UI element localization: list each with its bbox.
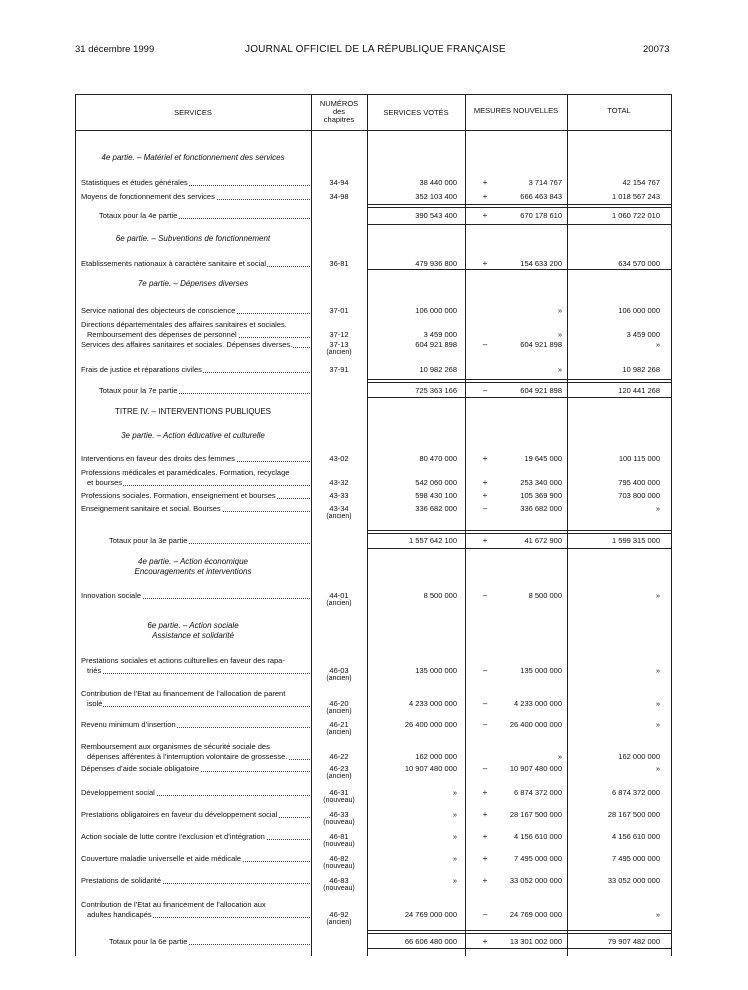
total-value: 7 495 000 000 xyxy=(612,854,660,863)
services-votes-value: 135 000 000 xyxy=(415,666,457,675)
chapter-status: (nouveau) xyxy=(323,841,355,848)
mesures-nouvelles-value: 41 672 900 xyxy=(524,536,562,545)
chapter-number: 46-33 xyxy=(329,810,349,819)
budget-table xyxy=(75,94,672,956)
chapter-number: 46-92 xyxy=(329,910,349,919)
total-value: 106 000 000 xyxy=(618,306,660,315)
chapter-number: 46-82 xyxy=(329,854,349,863)
mesures-sign: – xyxy=(482,910,488,919)
chapter-status: (ancien) xyxy=(326,773,352,780)
row-label xyxy=(81,788,311,797)
total-value: 42 154 767 xyxy=(622,178,660,187)
row-label-text: et bourses xyxy=(87,478,123,487)
row-label xyxy=(81,591,311,600)
services-votes-value: 80 470 000 xyxy=(419,454,457,463)
mesures-sign: + xyxy=(482,259,488,268)
chapter-status: (ancien) xyxy=(326,708,352,715)
mesures-nouvelles-value: 604 921 898 xyxy=(520,340,562,349)
mesures-sign: + xyxy=(482,832,488,841)
mesures-sign: + xyxy=(482,192,488,201)
section-heading: 7e partie. – Dépenses diverses xyxy=(137,279,249,288)
mesures-nouvelles-value: » xyxy=(557,330,562,339)
row-label-text: triés xyxy=(87,666,102,675)
mesures-sign: – xyxy=(482,699,488,708)
row-label-text: Statistiques et études générales xyxy=(81,178,188,187)
row-label xyxy=(81,259,311,268)
row-label xyxy=(87,666,311,675)
header-page-number: 20073 xyxy=(643,44,670,55)
chapter-number: 34-98 xyxy=(329,192,349,201)
row-label-text: Totaux pour la 4e partie xyxy=(99,211,178,220)
row-label xyxy=(81,504,311,513)
mesures-nouvelles-value: » xyxy=(557,752,562,761)
total-value: 703 800 000 xyxy=(618,491,660,500)
mesures-sign: + xyxy=(482,854,488,863)
mesures-nouvelles-value: 7 495 000 000 xyxy=(514,854,562,863)
services-votes-value: 106 000 000 xyxy=(415,306,457,315)
row-label xyxy=(87,752,311,761)
mesures-nouvelles-value: 8 500 000 xyxy=(528,591,562,600)
header-date: 31 décembre 1999 xyxy=(75,44,155,55)
row-label-text: Services des affaires sanitaires et sociales. Dépenses diverses. xyxy=(81,340,293,349)
mesures-sign: + xyxy=(482,876,488,885)
mesures-sign: + xyxy=(482,536,488,545)
row-label-text: Développement social xyxy=(81,788,155,797)
mesures-sign: – xyxy=(482,666,488,675)
chapter-number: 46-21 xyxy=(329,720,349,729)
mesures-sign: – xyxy=(482,340,488,349)
row-label xyxy=(81,178,311,187)
mesures-nouvelles-value: 10 907 480 000 xyxy=(509,764,562,773)
row-label-text: isolé xyxy=(87,699,103,708)
chapter-number: 43-32 xyxy=(329,478,349,487)
services-votes-value: » xyxy=(452,810,457,819)
chapter-number: 37-01 xyxy=(329,306,349,315)
row-label xyxy=(81,454,311,463)
row-label-text: Interventions en faveur des droits des femmes xyxy=(81,454,235,463)
services-votes-value: 4 233 000 000 xyxy=(409,699,457,708)
mesures-sign: + xyxy=(482,478,488,487)
row-label-text: Frais de justice et réparations civiles xyxy=(81,365,202,374)
services-votes-value: 10 907 480 000 xyxy=(404,764,457,773)
row-label xyxy=(81,876,311,885)
row-label-text: Remboursement des dépenses de personnel xyxy=(87,330,237,339)
total-value: 4 156 610 000 xyxy=(612,832,660,841)
chapter-status: (ancien) xyxy=(326,600,352,607)
chapter-number: 37-91 xyxy=(329,365,349,374)
row-label xyxy=(87,330,311,339)
chapter-number: 43-33 xyxy=(329,491,349,500)
mesures-sign: + xyxy=(482,788,488,797)
mesures-sign: + xyxy=(482,178,488,187)
services-votes-value: 479 936 800 xyxy=(415,259,457,268)
chapter-number: 34-94 xyxy=(329,178,349,187)
chapter-number: 43-34 xyxy=(329,504,349,513)
total-value: » xyxy=(655,910,660,919)
mesures-nouvelles-value: 336 682 000 xyxy=(520,504,562,513)
chapter-number: 46-03 xyxy=(329,666,349,675)
row-label: Prestations sociales et actions culturelles en faveur des rapa- xyxy=(81,656,285,665)
total-value: » xyxy=(655,720,660,729)
row-label-text: Service national des objecteurs de conscience xyxy=(81,306,236,315)
services-votes-value: » xyxy=(452,832,457,841)
mesures-nouvelles-value: 28 167 500 000 xyxy=(509,810,562,819)
total-value: 28 167 500 000 xyxy=(607,810,660,819)
mesures-nouvelles-value: » xyxy=(557,365,562,374)
chapter-status: (ancien) xyxy=(326,675,352,682)
chapter-number: 46-81 xyxy=(329,832,349,841)
section-heading: 6e partie. – Subventions de fonctionnement xyxy=(115,234,271,243)
mesures-nouvelles-value: 154 633 200 xyxy=(520,259,562,268)
total-row-label xyxy=(109,937,311,946)
mesures-nouvelles-value: 135 000 000 xyxy=(520,666,562,675)
services-votes-value: 542 060 000 xyxy=(415,478,457,487)
row-label: Contribution de l’Etat au financement de l’allocation de parent xyxy=(81,689,286,698)
section-heading: 3e partie. – Action éducative et culturelle xyxy=(121,431,265,440)
total-value: 795 400 000 xyxy=(618,478,660,487)
row-label-text: Etablissements nationaux à caractère sanitaire et social xyxy=(81,259,267,268)
total-value: 79 907 482 000 xyxy=(607,937,660,946)
mesures-nouvelles-value: 24 769 000 000 xyxy=(509,910,562,919)
row-label: Contribution de l’Etat au financement de l’allocation aux xyxy=(81,900,266,909)
total-value: 10 982 268 xyxy=(622,365,660,374)
chapter-number: 44-01 xyxy=(329,591,349,600)
row-label-text: Revenu minimum d’insertion xyxy=(81,720,176,729)
total-value: 3 459 000 xyxy=(626,330,660,339)
mesures-sign: + xyxy=(482,937,488,946)
row-label: Remboursement aux organismes de sécurité sociale des xyxy=(81,742,270,751)
row-label-text: dépenses afférentes à l’interruption volontaire de grossesse. xyxy=(87,752,288,761)
mesures-nouvelles-value: 253 340 000 xyxy=(520,478,562,487)
total-value: 100 115 000 xyxy=(618,454,660,463)
services-votes-value: 336 682 000 xyxy=(415,504,457,513)
chapter-number: 46-23 xyxy=(329,764,349,773)
services-votes-value: 38 440 000 xyxy=(419,178,457,187)
services-votes-value: » xyxy=(452,876,457,885)
services-votes-value: 352 103 400 xyxy=(415,192,457,201)
total-row-label xyxy=(99,211,311,220)
total-value: 120 441 268 xyxy=(618,386,660,395)
mesures-sign: – xyxy=(482,386,488,395)
row-label xyxy=(81,810,311,819)
row-label-text: Professions sociales. Formation, enseignement et bourses xyxy=(81,491,276,500)
section-heading: 4e partie. – Action économique xyxy=(138,557,248,566)
services-votes-value: 1 557 642 100 xyxy=(409,536,457,545)
chapter-status: (ancien) xyxy=(326,919,352,926)
row-label: Directions départementales des affaires sanitaires et sociales. xyxy=(81,320,287,329)
row-label-text: Moyens de fonctionnement des services xyxy=(81,192,215,201)
chapter-status: (nouveau) xyxy=(323,819,355,826)
row-label-text: Totaux pour la 6e partie xyxy=(109,937,188,946)
services-votes-value: 725 363 166 xyxy=(415,386,457,395)
mesures-nouvelles-value: 4 233 000 000 xyxy=(514,699,562,708)
mesures-nouvelles-value: 26 400 000 000 xyxy=(509,720,562,729)
row-label-text: Prestations obligatoires en faveur du développement social xyxy=(81,810,278,819)
services-votes-value: 26 400 000 000 xyxy=(404,720,457,729)
row-label xyxy=(81,832,311,841)
mesures-nouvelles-value: » xyxy=(557,306,562,315)
chapter-status: (nouveau) xyxy=(323,885,355,892)
col-header-total: TOTAL xyxy=(607,106,631,115)
mesures-nouvelles-value: 19 645 000 xyxy=(524,454,562,463)
header-title: JOURNAL OFFICIEL DE LA RÉPUBLIQUE FRANÇAISE xyxy=(245,44,506,55)
services-votes-value: 3 459 000 xyxy=(423,330,457,339)
row-label xyxy=(81,192,311,201)
row-label xyxy=(87,699,311,708)
section-heading: Assistance et solidarité xyxy=(152,631,234,640)
mesures-sign: – xyxy=(482,720,488,729)
services-votes-value: 24 769 000 000 xyxy=(404,910,457,919)
row-label xyxy=(81,720,311,729)
section-heading: TITRE IV. – INTERVENTIONS PUBLIQUES xyxy=(114,407,272,416)
row-label xyxy=(81,764,311,773)
total-value: » xyxy=(655,666,660,675)
row-label-text: Totaux pour la 7e partie xyxy=(99,386,178,395)
chapter-number: 36-81 xyxy=(329,259,349,268)
col-header-services: SERVICES xyxy=(174,108,212,117)
total-value: 1 599 315 000 xyxy=(612,536,660,545)
mesures-sign: + xyxy=(482,454,488,463)
section-heading: Encouragements et interventions xyxy=(134,567,252,576)
mesures-nouvelles-value: 13 301 002 000 xyxy=(509,937,562,946)
chapter-number: 46-22 xyxy=(329,752,349,761)
row-label-text: adultes handicapés xyxy=(87,910,152,919)
section-heading: 6e partie. – Action sociale xyxy=(147,621,239,630)
row-label-text: Innovation sociale xyxy=(81,591,142,600)
total-value: » xyxy=(655,340,660,349)
mesures-sign: + xyxy=(482,491,488,500)
services-votes-value: » xyxy=(452,854,457,863)
row-label-text: Enseignement sanitaire et social. Bourses xyxy=(81,504,221,513)
services-votes-value: 598 430 100 xyxy=(415,491,457,500)
mesures-nouvelles-value: 105 369 900 xyxy=(520,491,562,500)
mesures-nouvelles-value: 3 714 767 xyxy=(528,178,562,187)
chapter-status: (ancien) xyxy=(326,513,352,520)
col-header-services-votes: SERVICES VOTÉS xyxy=(383,108,449,117)
total-value: 634 570 000 xyxy=(618,259,660,268)
mesures-sign: – xyxy=(482,764,488,773)
row-label-text: Totaux pour la 3e partie xyxy=(109,536,188,545)
chapter-status: (nouveau) xyxy=(323,863,355,870)
mesures-nouvelles-value: 604 921 898 xyxy=(520,386,562,395)
total-value: 33 052 000 000 xyxy=(607,876,660,885)
total-value: » xyxy=(655,504,660,513)
services-votes-value: » xyxy=(452,788,457,797)
total-row-label xyxy=(109,536,311,545)
row-label-text: Dépenses d’aide sociale obligatoire xyxy=(81,764,199,773)
row-label xyxy=(81,340,311,349)
mesures-sign: – xyxy=(482,591,488,600)
chapter-status: (ancien) xyxy=(326,349,352,356)
total-value: 162 000 000 xyxy=(618,752,660,761)
total-value: 6 874 372 000 xyxy=(612,788,660,797)
row-label-text: Couverture maladie universelle et aide médicale xyxy=(81,854,242,863)
row-label xyxy=(81,365,311,374)
mesures-nouvelles-value: 4 156 610 000 xyxy=(514,832,562,841)
row-label: Professions médicales et paramédicales. Formation, recyclage xyxy=(81,468,290,477)
total-value: » xyxy=(655,764,660,773)
mesures-sign: – xyxy=(482,504,488,513)
services-votes-value: 604 921 898 xyxy=(415,340,457,349)
total-value: 1 060 722 010 xyxy=(612,211,660,220)
chapter-number: 46-31 xyxy=(329,788,349,797)
mesures-sign: + xyxy=(482,810,488,819)
chapter-number: 46-83 xyxy=(329,876,349,885)
row-label xyxy=(81,491,311,500)
services-votes-value: 66 606 480 000 xyxy=(404,937,457,946)
chapter-number: 46-20 xyxy=(329,699,349,708)
col-header-numeros: NUMÉROS des chapitres xyxy=(319,99,359,124)
total-row-label xyxy=(99,386,311,395)
services-votes-value: 390 543 400 xyxy=(415,211,457,220)
mesures-nouvelles-value: 666 463 843 xyxy=(520,192,562,201)
chapter-number: 43-02 xyxy=(329,454,349,463)
row-label xyxy=(87,478,311,487)
mesures-nouvelles-value: 6 874 372 000 xyxy=(514,788,562,797)
total-value: 1 018 567 243 xyxy=(612,192,660,201)
row-label xyxy=(81,854,311,863)
chapter-status: (ancien) xyxy=(326,729,352,736)
section-heading: 4e partie. – Matériel et fonctionnement des services xyxy=(101,153,285,162)
services-votes-value: 162 000 000 xyxy=(415,752,457,761)
row-label xyxy=(87,910,311,919)
mesures-nouvelles-value: 670 178 610 xyxy=(520,211,562,220)
chapter-number: 37-13 xyxy=(329,340,349,349)
services-votes-value: 10 982 268 xyxy=(419,365,457,374)
total-value: » xyxy=(655,699,660,708)
col-header-mesures-nouvelles: MESURES NOUVELLES xyxy=(473,106,559,115)
row-label xyxy=(81,306,311,315)
row-label-text: Prestations de solidarité xyxy=(81,876,162,885)
total-value: » xyxy=(655,591,660,600)
row-label-text: Action sociale de lutte contre l’exclusion et d’intégration xyxy=(81,832,265,841)
chapter-status: (nouveau) xyxy=(323,797,355,804)
mesures-nouvelles-value: 33 052 000 000 xyxy=(509,876,562,885)
chapter-number: 37-12 xyxy=(329,330,349,339)
services-votes-value: 8 500 000 xyxy=(423,591,457,600)
mesures-sign: + xyxy=(482,211,488,220)
